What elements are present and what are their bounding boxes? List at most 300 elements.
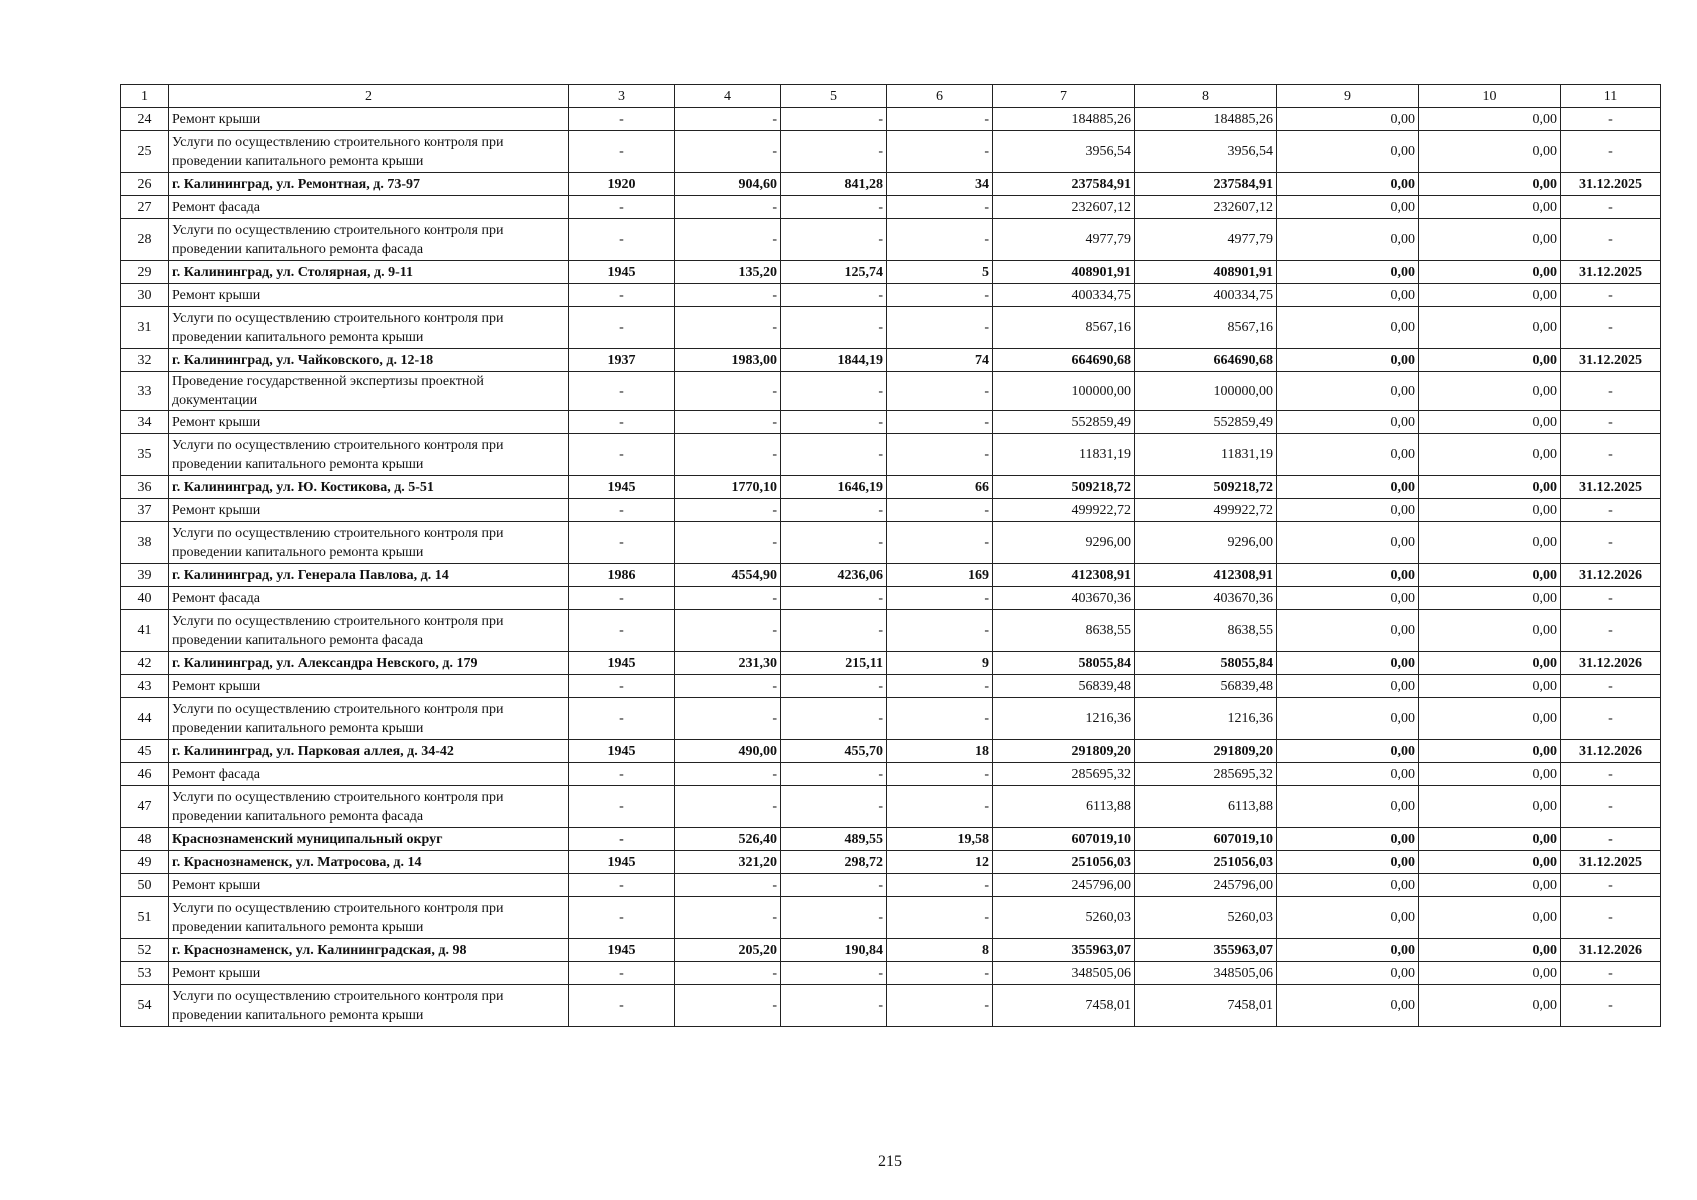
work-name: Услуги по осуществлению строительного контроля при проведении капитального ремонта крыши [169,897,569,939]
col-8: 245796,00 [1135,874,1277,897]
col-5: - [781,962,887,985]
col-11: - [1561,698,1661,740]
work-name: Ремонт крыши [169,675,569,698]
col-10: 0,00 [1419,962,1561,985]
work-name: Услуги по осуществлению строительного контроля при проведении капитального ремонта фасада [169,610,569,652]
col-11: 31.12.2025 [1561,476,1661,499]
col-11: - [1561,962,1661,985]
table-row [121,763,1661,786]
col-5: - [781,985,887,1027]
row-number: 46 [121,763,169,786]
col-8: 607019,10 [1135,828,1277,851]
col-11: 31.12.2026 [1561,564,1661,587]
col-5: - [781,897,887,939]
col-8: 237584,91 [1135,173,1277,196]
col-6: - [887,786,993,828]
work-name: г. Калининград, ул. Александра Невского, д. 179 [169,652,569,675]
work-name: Услуги по осуществлению строительного контроля при проведении капитального ремонта фасада [169,219,569,261]
col-7: 348505,06 [993,962,1135,985]
table-row [121,985,1661,1027]
row-number: 30 [121,284,169,307]
col-5: 841,28 [781,173,887,196]
col-3: - [569,786,675,828]
col-11: - [1561,108,1661,131]
table-row [121,587,1661,610]
work-name: Ремонт крыши [169,108,569,131]
work-name: Ремонт фасада [169,196,569,219]
col-7: 245796,00 [993,874,1135,897]
row-number: 41 [121,610,169,652]
col-6: - [887,284,993,307]
row-number: 44 [121,698,169,740]
col-8: 1216,36 [1135,698,1277,740]
col-5: - [781,411,887,434]
row-number: 52 [121,939,169,962]
col-4: 4554,90 [675,564,781,587]
col-4: - [675,108,781,131]
col-7: 400334,75 [993,284,1135,307]
col-8: 291809,20 [1135,740,1277,763]
col-4: 321,20 [675,851,781,874]
col-5: 298,72 [781,851,887,874]
col-5: 1646,19 [781,476,887,499]
col-6: 169 [887,564,993,587]
column-number: 2 [169,85,569,108]
col-11: - [1561,522,1661,564]
col-4: - [675,434,781,476]
col-4: 135,20 [675,261,781,284]
work-name: Ремонт фасада [169,587,569,610]
col-9: 0,00 [1277,652,1419,675]
col-3: - [569,698,675,740]
col-4: - [675,307,781,349]
col-11: - [1561,284,1661,307]
col-5: - [781,372,887,411]
col-8: 100000,00 [1135,372,1277,411]
work-name: г. Краснознаменск, ул. Матросова, д. 14 [169,851,569,874]
col-9: 0,00 [1277,985,1419,1027]
col-10: 0,00 [1419,874,1561,897]
col-8: 11831,19 [1135,434,1277,476]
col-6: - [887,219,993,261]
col-11: - [1561,897,1661,939]
col-9: 0,00 [1277,698,1419,740]
col-11: - [1561,372,1661,411]
col-9: 0,00 [1277,372,1419,411]
col-8: 251056,03 [1135,851,1277,874]
col-4: - [675,522,781,564]
col-6: 5 [887,261,993,284]
col-7: 403670,36 [993,587,1135,610]
col-3: 1945 [569,939,675,962]
col-5: 1844,19 [781,349,887,372]
col-9: 0,00 [1277,587,1419,610]
col-9: 0,00 [1277,897,1419,939]
col-10: 0,00 [1419,851,1561,874]
col-5: - [781,108,887,131]
col-9: 0,00 [1277,939,1419,962]
col-10: 0,00 [1419,522,1561,564]
col-5: - [781,675,887,698]
col-11: - [1561,874,1661,897]
row-number: 37 [121,499,169,522]
col-6: - [887,763,993,786]
col-4: - [675,587,781,610]
col-8: 3956,54 [1135,131,1277,173]
work-name: Услуги по осуществлению строительного контроля при проведении капитального ремонта крыши [169,698,569,740]
row-number: 54 [121,985,169,1027]
col-6: 8 [887,939,993,962]
col-4: - [675,874,781,897]
work-name: Услуги по осуществлению строительного контроля при проведении капитального ремонта крыши [169,307,569,349]
col-6: 9 [887,652,993,675]
col-6: 18 [887,740,993,763]
table-row [121,476,1661,499]
col-10: 0,00 [1419,173,1561,196]
col-6: - [887,522,993,564]
col-10: 0,00 [1419,740,1561,763]
page-number: 215 [878,1153,902,1170]
work-name: Услуги по осуществлению строительного контроля при проведении капитального ремонта крыши [169,131,569,173]
table-row [121,173,1661,196]
col-3: - [569,219,675,261]
col-8: 403670,36 [1135,587,1277,610]
table-row [121,740,1661,763]
table-row [121,786,1661,828]
col-9: 0,00 [1277,610,1419,652]
col-4: - [675,284,781,307]
col-10: 0,00 [1419,985,1561,1027]
col-7: 664690,68 [993,349,1135,372]
work-name: г. Калининград, ул. Ю. Костикова, д. 5-51 [169,476,569,499]
col-3: - [569,897,675,939]
table-row [121,108,1661,131]
col-4: - [675,786,781,828]
work-name: Ремонт крыши [169,962,569,985]
table-row [121,372,1661,411]
col-6: 12 [887,851,993,874]
col-9: 0,00 [1277,740,1419,763]
col-3: 1937 [569,349,675,372]
col-5: - [781,434,887,476]
col-9: 0,00 [1277,828,1419,851]
col-7: 8567,16 [993,307,1135,349]
col-11: 31.12.2025 [1561,261,1661,284]
col-9: 0,00 [1277,196,1419,219]
col-11: - [1561,411,1661,434]
col-11: 31.12.2026 [1561,939,1661,962]
column-number: 9 [1277,85,1419,108]
work-name: г. Калининград, ул. Ремонтная, д. 73-97 [169,173,569,196]
table-row [121,434,1661,476]
col-8: 6113,88 [1135,786,1277,828]
row-number: 48 [121,828,169,851]
row-number: 45 [121,740,169,763]
col-7: 412308,91 [993,564,1135,587]
col-4: 490,00 [675,740,781,763]
col-10: 0,00 [1419,564,1561,587]
row-number: 40 [121,587,169,610]
work-name: Услуги по осуществлению строительного контроля при проведении капитального ремонта крыши [169,434,569,476]
col-10: 0,00 [1419,131,1561,173]
col-9: 0,00 [1277,763,1419,786]
table-row [121,522,1661,564]
col-4: - [675,763,781,786]
table-row [121,219,1661,261]
col-6: - [887,962,993,985]
col-3: - [569,131,675,173]
col-6: 74 [887,349,993,372]
col-3: - [569,610,675,652]
col-7: 58055,84 [993,652,1135,675]
table-body [121,85,1661,1027]
table-row [121,828,1661,851]
col-11: - [1561,610,1661,652]
col-8: 348505,06 [1135,962,1277,985]
row-number: 26 [121,173,169,196]
col-3: - [569,985,675,1027]
work-name: г. Калининград, ул. Столярная, д. 9-11 [169,261,569,284]
work-name: Ремонт крыши [169,874,569,897]
work-name: г. Краснознаменск, ул. Калининградская, д. 98 [169,939,569,962]
col-9: 0,00 [1277,219,1419,261]
table-row [121,962,1661,985]
col-3: 1920 [569,173,675,196]
col-5: 190,84 [781,939,887,962]
col-3: - [569,411,675,434]
col-10: 0,00 [1419,307,1561,349]
col-11: - [1561,985,1661,1027]
col-10: 0,00 [1419,698,1561,740]
col-5: - [781,131,887,173]
col-6: - [887,610,993,652]
col-5: - [781,284,887,307]
col-4: - [675,985,781,1027]
work-name: Проведение государственной экспертизы проектной документации [169,372,569,411]
col-4: - [675,219,781,261]
col-7: 9296,00 [993,522,1135,564]
col-6: - [887,675,993,698]
col-7: 499922,72 [993,499,1135,522]
col-10: 0,00 [1419,763,1561,786]
col-6: - [887,897,993,939]
col-5: - [781,874,887,897]
col-7: 3956,54 [993,131,1135,173]
work-name: г. Калининград, ул. Генерала Павлова, д. 14 [169,564,569,587]
col-7: 285695,32 [993,763,1135,786]
row-number: 27 [121,196,169,219]
col-5: - [781,698,887,740]
col-3: - [569,108,675,131]
col-10: 0,00 [1419,196,1561,219]
column-number: 3 [569,85,675,108]
work-name: Ремонт крыши [169,411,569,434]
col-6: - [887,874,993,897]
col-7: 232607,12 [993,196,1135,219]
col-7: 11831,19 [993,434,1135,476]
col-7: 6113,88 [993,786,1135,828]
col-8: 58055,84 [1135,652,1277,675]
col-6: - [887,131,993,173]
col-9: 0,00 [1277,261,1419,284]
work-name: Услуги по осуществлению строительного контроля при проведении капитального ремонта фасада [169,786,569,828]
col-9: 0,00 [1277,434,1419,476]
col-4: 205,20 [675,939,781,962]
col-11: 31.12.2025 [1561,173,1661,196]
col-4: - [675,897,781,939]
col-5: - [781,786,887,828]
col-8: 5260,03 [1135,897,1277,939]
col-11: - [1561,587,1661,610]
col-7: 607019,10 [993,828,1135,851]
column-number: 1 [121,85,169,108]
col-10: 0,00 [1419,219,1561,261]
work-name: г. Калининград, ул. Парковая аллея, д. 34-42 [169,740,569,763]
col-9: 0,00 [1277,284,1419,307]
col-3: - [569,196,675,219]
work-name: Ремонт крыши [169,284,569,307]
col-8: 408901,91 [1135,261,1277,284]
col-5: - [781,610,887,652]
table-row [121,349,1661,372]
col-3: - [569,828,675,851]
col-8: 285695,32 [1135,763,1277,786]
col-9: 0,00 [1277,675,1419,698]
row-number: 38 [121,522,169,564]
col-6: - [887,307,993,349]
col-3: - [569,434,675,476]
col-7: 56839,48 [993,675,1135,698]
col-9: 0,00 [1277,851,1419,874]
col-8: 8638,55 [1135,610,1277,652]
col-5: 215,11 [781,652,887,675]
col-7: 100000,00 [993,372,1135,411]
col-9: 0,00 [1277,476,1419,499]
column-number: 11 [1561,85,1661,108]
col-5: - [781,522,887,564]
col-10: 0,00 [1419,411,1561,434]
col-10: 0,00 [1419,476,1561,499]
col-3: 1945 [569,652,675,675]
column-number: 8 [1135,85,1277,108]
col-3: - [569,962,675,985]
col-11: - [1561,675,1661,698]
row-number: 33 [121,372,169,411]
column-number-row [121,85,1661,108]
table-row [121,411,1661,434]
col-10: 0,00 [1419,284,1561,307]
col-9: 0,00 [1277,564,1419,587]
table-row [121,261,1661,284]
col-7: 4977,79 [993,219,1135,261]
row-number: 24 [121,108,169,131]
table-row [121,131,1661,173]
table-row [121,698,1661,740]
col-3: 1945 [569,476,675,499]
row-number: 28 [121,219,169,261]
table-row [121,897,1661,939]
col-11: 31.12.2026 [1561,652,1661,675]
col-9: 0,00 [1277,307,1419,349]
col-10: 0,00 [1419,261,1561,284]
row-number: 34 [121,411,169,434]
col-7: 552859,49 [993,411,1135,434]
col-4: - [675,675,781,698]
col-6: - [887,985,993,1027]
col-4: 904,60 [675,173,781,196]
col-8: 552859,49 [1135,411,1277,434]
col-3: - [569,499,675,522]
col-5: 455,70 [781,740,887,763]
row-number: 29 [121,261,169,284]
col-9: 0,00 [1277,522,1419,564]
col-8: 412308,91 [1135,564,1277,587]
col-6: - [887,698,993,740]
row-number: 51 [121,897,169,939]
col-4: - [675,372,781,411]
col-4: 1770,10 [675,476,781,499]
col-8: 184885,26 [1135,108,1277,131]
column-number: 5 [781,85,887,108]
col-5: - [781,307,887,349]
table-row [121,675,1661,698]
col-11: - [1561,131,1661,173]
table-row [121,196,1661,219]
col-5: - [781,196,887,219]
work-name: Краснознаменский муниципальный округ [169,828,569,851]
row-number: 31 [121,307,169,349]
col-7: 509218,72 [993,476,1135,499]
col-6: - [887,196,993,219]
column-number: 10 [1419,85,1561,108]
col-4: - [675,698,781,740]
col-3: - [569,675,675,698]
table-row [121,652,1661,675]
col-8: 400334,75 [1135,284,1277,307]
col-6: - [887,372,993,411]
table-row [121,284,1661,307]
col-3: 1945 [569,851,675,874]
row-number: 50 [121,874,169,897]
col-6: - [887,434,993,476]
col-6: - [887,411,993,434]
work-name: Ремонт крыши [169,499,569,522]
col-5: - [781,219,887,261]
col-4: 526,40 [675,828,781,851]
col-11: - [1561,499,1661,522]
col-7: 8638,55 [993,610,1135,652]
row-number: 53 [121,962,169,985]
col-9: 0,00 [1277,962,1419,985]
col-4: 1983,00 [675,349,781,372]
col-11: - [1561,307,1661,349]
col-8: 56839,48 [1135,675,1277,698]
col-10: 0,00 [1419,828,1561,851]
col-10: 0,00 [1419,349,1561,372]
row-number: 39 [121,564,169,587]
col-11: 31.12.2025 [1561,349,1661,372]
col-8: 499922,72 [1135,499,1277,522]
col-5: - [781,499,887,522]
col-7: 408901,91 [993,261,1135,284]
col-10: 0,00 [1419,897,1561,939]
column-number: 6 [887,85,993,108]
col-8: 664690,68 [1135,349,1277,372]
table-row [121,307,1661,349]
col-11: - [1561,196,1661,219]
col-7: 237584,91 [993,173,1135,196]
row-number: 49 [121,851,169,874]
